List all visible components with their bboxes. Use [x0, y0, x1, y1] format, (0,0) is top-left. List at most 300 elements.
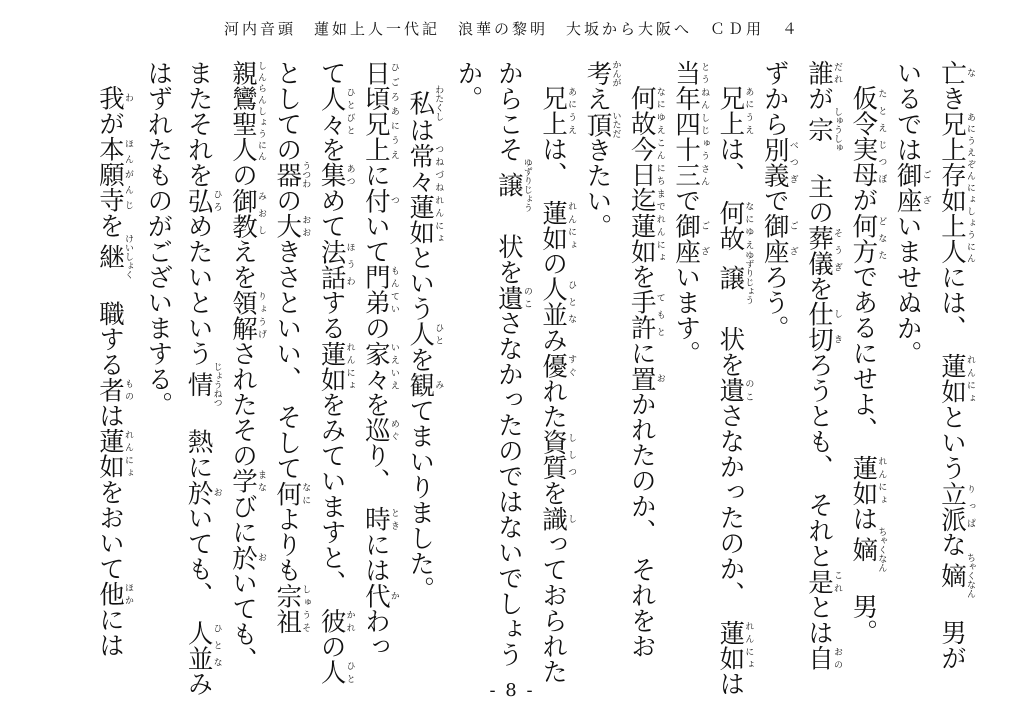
text-run: またそれを: [183, 60, 214, 188]
ruby-word: [892, 162, 931, 213]
ruby-base: 何: [272, 480, 303, 507]
text-column: [804, 60, 842, 670]
ruby-base: 誰: [804, 60, 835, 86]
ruby-reading: つ: [388, 187, 399, 213]
ruby-reading: れんにょ: [123, 428, 133, 479]
text-run: は: [715, 670, 746, 696]
text-run: ろう。: [759, 264, 790, 341]
text-run: 状を: [715, 300, 746, 378]
text-run: の: [538, 250, 569, 277]
ruby-word: [183, 619, 222, 671]
ruby-base: 代: [360, 582, 391, 609]
text-column: [627, 60, 665, 670]
text-column: [183, 60, 222, 697]
ruby-word: [405, 372, 444, 398]
ruby-base: 蓮如: [626, 212, 657, 264]
text-run: する: [316, 289, 347, 341]
ruby-word: [360, 582, 399, 609]
ruby-base: 付: [360, 187, 391, 213]
text-run: ろうとも、 それと: [804, 352, 835, 569]
ruby-base: 時: [360, 506, 391, 532]
text-run: を: [360, 391, 391, 417]
ruby-reading: ちゃくなん: [965, 553, 975, 599]
ruby-word: [626, 85, 665, 213]
text-run: めたいという: [183, 213, 214, 366]
ruby-base: 親鸞聖人: [227, 60, 258, 162]
ruby-reading: ござ: [920, 162, 931, 213]
ruby-word: [671, 213, 710, 264]
ruby-reading: ゆずりじょう: [521, 158, 532, 212]
text-run: えを: [227, 238, 258, 290]
ruby-word: [316, 340, 355, 392]
ruby-base: 宗祖: [272, 582, 303, 634]
ruby-word: [715, 199, 754, 251]
text-run: をおいて: [95, 479, 125, 581]
text-column: [494, 60, 532, 670]
ruby-word: [848, 454, 887, 506]
ruby-base: 情: [183, 362, 214, 407]
ruby-word: [626, 365, 665, 392]
ruby-reading: ちゃくなん: [876, 527, 887, 573]
ruby-base: 集: [316, 162, 347, 188]
text-run: という: [405, 244, 436, 321]
ruby-base: 嫡: [848, 527, 879, 573]
text-run: という: [937, 404, 967, 481]
ruby-reading: ござ: [787, 213, 798, 264]
text-column: [893, 60, 931, 670]
text-column: [228, 60, 266, 670]
ruby-reading: とうねんしじゅうさん: [699, 60, 710, 188]
text-column: [361, 60, 399, 670]
ruby-word: [227, 289, 266, 341]
ruby-word: [538, 429, 577, 481]
ruby-word: [227, 468, 266, 494]
ruby-reading: しき: [832, 301, 843, 352]
ruby-word: [183, 187, 222, 214]
ruby-reading: ししつ: [566, 429, 577, 481]
ruby-base: 嫡: [937, 553, 967, 599]
text-run: を: [405, 346, 436, 372]
ruby-base: 蓮如: [715, 619, 746, 671]
text-run: の: [316, 633, 347, 660]
ruby-base: 蓮如: [95, 428, 125, 479]
ruby-base: 於: [227, 544, 258, 570]
text-run: え: [582, 86, 613, 112]
ruby-word: [360, 264, 399, 315]
text-run: きさといい、 そして: [272, 238, 303, 481]
ruby-word: [804, 645, 843, 671]
text-run: されたその: [227, 340, 258, 468]
ruby-word: [626, 212, 665, 264]
text-run: り、: [360, 442, 391, 507]
ruby-reading: お: [211, 479, 222, 505]
text-run: には: [95, 606, 125, 658]
text-run: の: [272, 187, 303, 213]
ruby-reading: これ: [832, 568, 843, 595]
ruby-reading: そうぎ: [832, 224, 843, 276]
text-run: さなかったのか、: [715, 402, 746, 620]
text-column: [715, 60, 754, 696]
text-run: が: [848, 187, 879, 213]
text-column: [937, 60, 975, 670]
ruby-word: [405, 85, 444, 121]
ruby-reading: ひごろあにうえ: [388, 60, 399, 162]
ruby-base: 御座: [759, 213, 790, 264]
ruby-reading: ゆずりじょう: [743, 250, 754, 305]
ruby-reading: じょうねつ: [211, 362, 222, 407]
ruby-reading: しゅうしゅ: [832, 107, 843, 152]
text-column: [316, 60, 355, 685]
ruby-base: 当年四十三: [671, 60, 702, 188]
ruby-reading: わたくし: [433, 85, 444, 121]
ruby-base: 立派: [937, 480, 967, 532]
text-run: よりも: [272, 506, 303, 583]
ruby-reading: もんてい: [388, 264, 399, 315]
ruby-reading: れんにょ: [965, 353, 975, 405]
ruby-word: [272, 161, 311, 189]
ruby-word: [360, 506, 399, 532]
ruby-base: 仕切: [804, 301, 835, 352]
ruby-base: 蓮如: [538, 199, 569, 251]
text-run: いて: [360, 213, 391, 264]
text-run: います。: [671, 264, 702, 366]
ruby-word: [804, 301, 843, 352]
text-column: [760, 60, 798, 670]
ruby-reading: まな: [255, 468, 266, 494]
text-run: の: [360, 315, 391, 341]
ruby-base: 何故今日迄: [626, 85, 657, 213]
ruby-base: 置: [626, 365, 657, 391]
text-run: は: [95, 402, 125, 428]
text-run: を: [538, 480, 569, 506]
ruby-word: [360, 187, 399, 214]
ruby-base: 頂: [582, 111, 613, 138]
ruby-base: 法話: [316, 238, 347, 290]
vertical-text-body: [95, 60, 975, 697]
ruby-word: [360, 340, 399, 392]
text-column: [582, 60, 620, 670]
ruby-base: 人: [316, 659, 347, 685]
text-run: ずから: [759, 60, 790, 137]
text-run: み: [183, 670, 214, 697]
ruby-base: 御教: [227, 187, 258, 239]
ruby-base: 蓮如: [316, 340, 347, 392]
ruby-reading: てもと: [654, 289, 665, 340]
text-run: いるでは: [892, 60, 923, 162]
text-run: としての: [272, 60, 303, 162]
ruby-word: [360, 60, 399, 162]
ruby-base: 日頃兄上: [360, 60, 391, 162]
ruby-base: 他: [95, 581, 125, 607]
text-run: が: [804, 85, 835, 111]
text-run: っておられた: [538, 531, 569, 685]
ruby-base: 継: [95, 234, 125, 279]
ruby-word: [848, 85, 887, 187]
ruby-base: 何故: [715, 199, 746, 251]
text-run: の: [227, 162, 258, 188]
text-run: に: [360, 162, 391, 188]
text-column: [95, 60, 133, 670]
ruby-reading: ひと: [433, 321, 444, 347]
text-run: 主の: [804, 148, 835, 225]
ruby-base: 領解: [227, 289, 258, 341]
ruby-word: [715, 619, 754, 671]
text-run: 男。: [848, 568, 879, 645]
ruby-reading: もの: [123, 377, 133, 403]
ruby-reading: ひと: [344, 659, 355, 685]
ruby-reading: べつぎ: [787, 136, 798, 188]
text-run: 状を: [493, 208, 524, 285]
ruby-base: 何方: [848, 212, 879, 264]
ruby-reading: なにゆえ: [743, 199, 754, 251]
ruby-word: [848, 527, 887, 573]
ruby-base: 識: [538, 505, 569, 532]
ruby-reading: ひとな: [211, 619, 222, 671]
ruby-base: 自: [804, 645, 835, 671]
ruby-reading: とき: [388, 506, 399, 532]
ruby-base: 弘: [183, 187, 214, 213]
ruby-reading: のこ: [743, 377, 754, 403]
ruby-base: 本願寺: [95, 136, 125, 213]
ruby-word: [316, 85, 355, 137]
ruby-word: [227, 187, 266, 239]
text-run: が: [95, 110, 125, 136]
ruby-reading: ひとびと: [344, 85, 355, 137]
ruby-word: [272, 213, 311, 239]
ruby-base: 別義: [759, 136, 790, 188]
text-run: は: [405, 117, 436, 143]
ruby-base: 兄上: [538, 85, 569, 136]
text-run: な: [937, 531, 967, 558]
ruby-reading: うつわ: [300, 161, 311, 189]
text-run: びに: [227, 493, 258, 545]
ruby-base: 葬儀: [804, 224, 835, 276]
text-run: を: [95, 212, 125, 238]
ruby-base: 遺: [715, 377, 746, 403]
ruby-reading: おの: [832, 645, 843, 671]
ruby-word: [95, 428, 133, 479]
text-run: は、: [538, 136, 569, 200]
ruby-base: 大: [272, 213, 303, 239]
text-run: さなかったのではないでしょう: [493, 310, 524, 667]
ruby-reading: れんにょ: [743, 619, 754, 671]
ruby-reading: なにゆえこんにちまで: [654, 85, 665, 213]
ruby-word: [538, 276, 577, 328]
ruby-word: [937, 553, 975, 599]
ruby-word: [227, 544, 266, 571]
ruby-reading: だれ: [832, 60, 843, 86]
ruby-word: [316, 608, 355, 634]
text-run: み: [538, 327, 569, 353]
text-run: き: [937, 85, 967, 111]
ruby-base: 亡: [937, 60, 967, 86]
ruby-reading: りょうげ: [255, 289, 266, 341]
ruby-word: [538, 85, 577, 136]
text-run: を: [316, 136, 347, 162]
ruby-word: [804, 568, 843, 595]
ruby-base: 宗: [804, 107, 835, 152]
ruby-reading: ひろ: [211, 187, 222, 213]
ruby-reading: わ: [123, 85, 133, 111]
ruby-reading: あにうえ: [743, 85, 754, 136]
ruby-reading: し: [566, 505, 577, 532]
ruby-word: [95, 234, 133, 279]
text-run: いませぬか。: [892, 213, 923, 366]
ruby-word: [937, 353, 975, 405]
ruby-base: 器: [272, 161, 303, 189]
ruby-base: 譲: [715, 250, 746, 305]
ruby-reading: いただ: [610, 111, 621, 138]
ruby-base: 人: [405, 321, 436, 347]
ruby-base: 巡: [360, 417, 391, 443]
ruby-base: 家々: [360, 340, 391, 392]
ruby-word: [405, 142, 444, 245]
ruby-base: 遺: [493, 284, 524, 310]
ruby-base: 御座: [892, 162, 923, 213]
ruby-word: [715, 85, 754, 136]
text-run: をみていますと、: [316, 391, 347, 609]
text-column: [671, 60, 709, 670]
ruby-reading: お: [255, 544, 266, 570]
ruby-word: [405, 321, 444, 347]
ruby-base: 兄上: [715, 85, 746, 136]
text-run: とは: [804, 594, 835, 646]
ruby-base: 譲: [493, 158, 524, 212]
text-run: いても、: [183, 505, 214, 620]
ruby-word: [804, 60, 843, 86]
ruby-reading: ほんがんじ: [123, 136, 133, 213]
ruby-word: [715, 250, 754, 305]
ruby-base: 御座: [671, 213, 702, 264]
text-run: を: [804, 275, 835, 301]
ruby-reading: しゅうそ: [300, 582, 311, 634]
ruby-reading: れんにょ: [344, 340, 355, 392]
ruby-word: [316, 238, 355, 290]
ruby-reading: あにうえぞんにょしょうにん: [965, 111, 975, 264]
ruby-word: [538, 505, 577, 532]
text-run: てまいりました。: [405, 397, 436, 602]
ruby-word: [183, 362, 222, 407]
ruby-reading: れんにょ: [876, 454, 887, 506]
ruby-reading: いえいえ: [388, 340, 399, 392]
ruby-word: [937, 111, 975, 264]
text-column: [538, 60, 577, 685]
ruby-word: [937, 480, 975, 532]
text-column: [450, 60, 488, 670]
ruby-base: 者: [95, 377, 125, 403]
ruby-reading: あにうえ: [566, 85, 577, 136]
text-run: は、: [715, 136, 746, 200]
text-run: れた: [538, 378, 569, 430]
ruby-reading: な: [965, 60, 975, 86]
text-run: で: [759, 187, 790, 213]
ruby-word: [937, 60, 975, 86]
ruby-reading: なに: [300, 480, 311, 507]
ruby-base: 手許: [626, 289, 657, 340]
ruby-base: 兄上存如上人: [937, 111, 967, 264]
ruby-reading: ひとな: [566, 276, 577, 328]
ruby-word: [538, 352, 577, 379]
text-run: 職する: [95, 275, 125, 377]
ruby-reading: あつ: [344, 162, 355, 188]
ruby-base: 門弟: [360, 264, 391, 315]
ruby-word: [183, 479, 222, 506]
text-column: [272, 60, 310, 670]
ruby-base: 常々蓮如: [405, 142, 436, 245]
ruby-reading: たとえじつぼ: [876, 85, 887, 187]
ruby-word: [671, 60, 710, 188]
text-run: めて: [316, 187, 347, 239]
ruby-reading: のこ: [521, 284, 532, 310]
ruby-word: [95, 581, 133, 607]
ruby-word: [626, 289, 665, 340]
text-run: を: [626, 263, 657, 289]
text-column: [139, 60, 177, 670]
ruby-word: [582, 111, 621, 138]
text-run: 男が: [937, 594, 967, 671]
ruby-base: 人並: [538, 276, 569, 328]
ruby-reading: めぐ: [388, 417, 399, 443]
ruby-base: 我: [95, 85, 125, 111]
text-run: かれたのか、 それをお: [626, 391, 657, 659]
ruby-word: [493, 284, 532, 311]
ruby-base: 於: [183, 479, 214, 505]
ruby-word: [715, 377, 754, 403]
text-run: は: [848, 505, 879, 532]
page-number: - 8 -: [489, 680, 535, 701]
ruby-base: 優: [538, 352, 569, 379]
ruby-word: [272, 480, 311, 507]
ruby-base: 仮令実母: [848, 85, 879, 187]
ruby-base: 蓮如: [848, 454, 879, 506]
ruby-word: [759, 136, 798, 188]
ruby-base: 資質: [538, 429, 569, 481]
text-column: [848, 60, 886, 670]
ruby-reading: か: [388, 582, 399, 609]
ruby-reading: おお: [300, 213, 311, 239]
ruby-base: 私: [405, 85, 436, 121]
ruby-reading: れんにょ: [566, 199, 577, 251]
ruby-word: [360, 417, 399, 443]
text-run: に: [626, 340, 657, 366]
text-run: からこそ: [493, 60, 524, 162]
ruby-word: [272, 582, 311, 634]
ruby-word: [759, 213, 798, 264]
ruby-word: [95, 136, 133, 213]
ruby-base: 学: [227, 468, 258, 494]
ruby-word: [582, 60, 621, 87]
ruby-reading: ほうわ: [344, 238, 355, 290]
ruby-reading: どなた: [876, 212, 887, 264]
text-run: いても、: [227, 570, 258, 672]
ruby-word: [804, 107, 843, 152]
text-run: には: [360, 531, 391, 583]
ruby-word: [848, 212, 887, 264]
ruby-word: [804, 224, 843, 276]
ruby-reading: しんらんしょうにん: [255, 60, 266, 162]
ruby-reading: かんが: [610, 60, 621, 87]
ruby-base: 考: [582, 60, 613, 87]
ruby-word: [493, 158, 532, 212]
ruby-reading: りっぱ: [965, 480, 975, 532]
text-run: きたい。: [582, 137, 613, 240]
ruby-base: 人並: [183, 619, 214, 671]
ruby-reading: みおし: [255, 187, 266, 239]
text-run: わっ: [360, 608, 391, 660]
text-column: [405, 60, 443, 670]
ruby-reading: けいしょく: [123, 234, 133, 279]
ruby-base: 是: [804, 568, 835, 595]
